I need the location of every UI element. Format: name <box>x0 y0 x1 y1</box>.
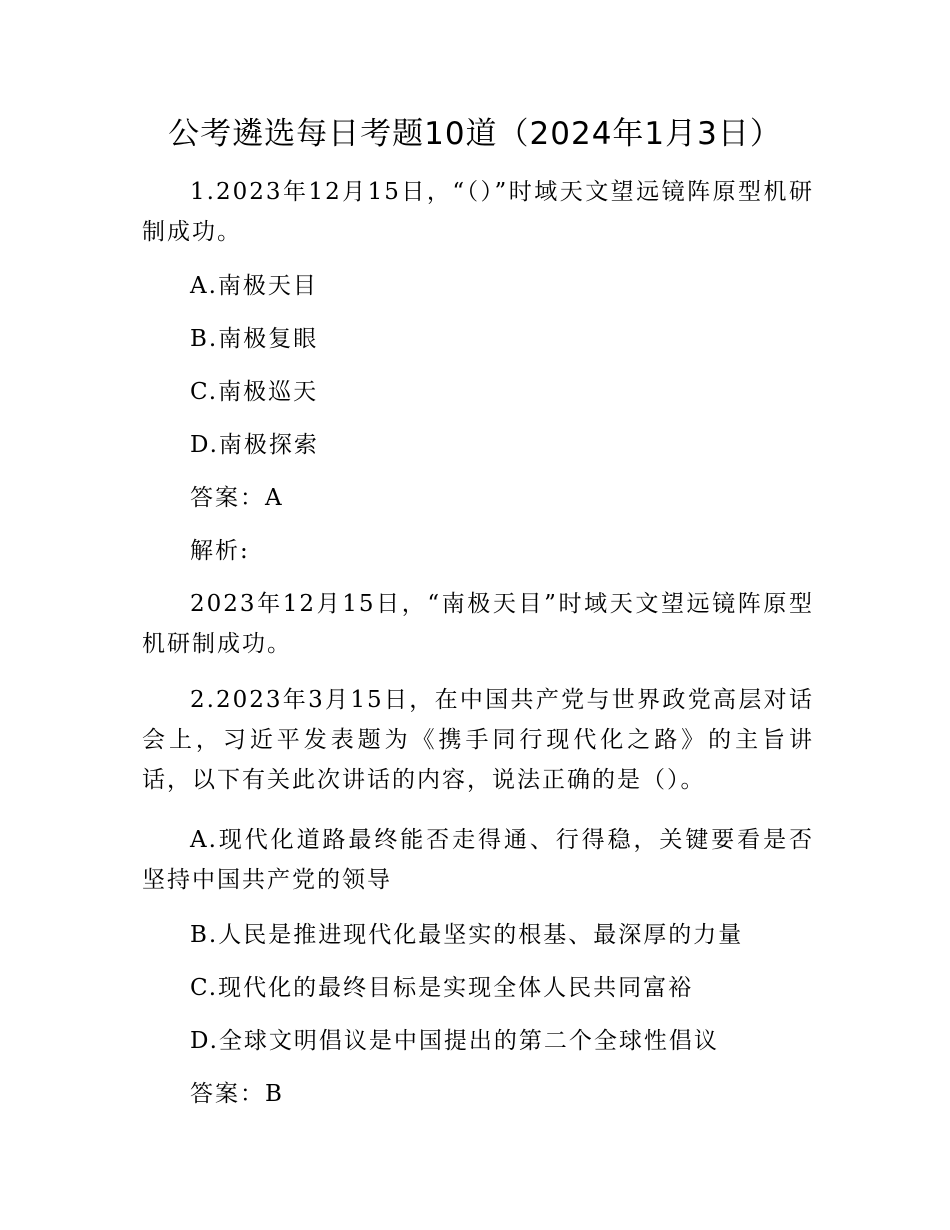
question-1-option-a: A.南极天目 <box>190 273 318 299</box>
question-1-stem: 1.2023年12月15日，“（）”时域天文望远镜阵原型机研制成功。 <box>142 179 814 245</box>
question-2-option-d: D.全球文明倡议是中国提出的第二个全球性倡议 <box>190 1028 719 1054</box>
question-1-analysis-label: 解析: <box>190 538 250 564</box>
question-1-analysis: 2023年12月15日，“南极天目”时域天文望远镜阵原型机研制成功。 <box>142 591 814 657</box>
question-1-option-b: B.南极复眼 <box>190 326 319 352</box>
document-title: 公考遴选每日考题10道（2024年1月3日） <box>168 116 782 152</box>
question-2-answer: 答案：B <box>190 1081 284 1107</box>
question-2-option-a: A.现代化道路最终能否走得通、行得稳，关键要看是否坚持中国共产党的领导 <box>142 827 814 893</box>
question-2-option-b: B.人民是推进现代化最坚实的根基、最深厚的力量 <box>190 922 744 948</box>
question-1-option-c: C.南极巡天 <box>190 379 319 405</box>
question-2-option-c: C.现代化的最终目标是实现全体人民共同富裕 <box>190 975 694 1001</box>
question-1-option-d: D.南极探索 <box>190 432 319 458</box>
question-1-answer: 答案：A <box>190 485 284 511</box>
question-2-stem: 2.2023年3月15日，在中国共产党与世界政党高层对话会上，习近平发表题为《携手同行现代化之路》的主旨讲话，以下有关此次讲话的内容，说法正确的是（）。 <box>142 687 814 793</box>
